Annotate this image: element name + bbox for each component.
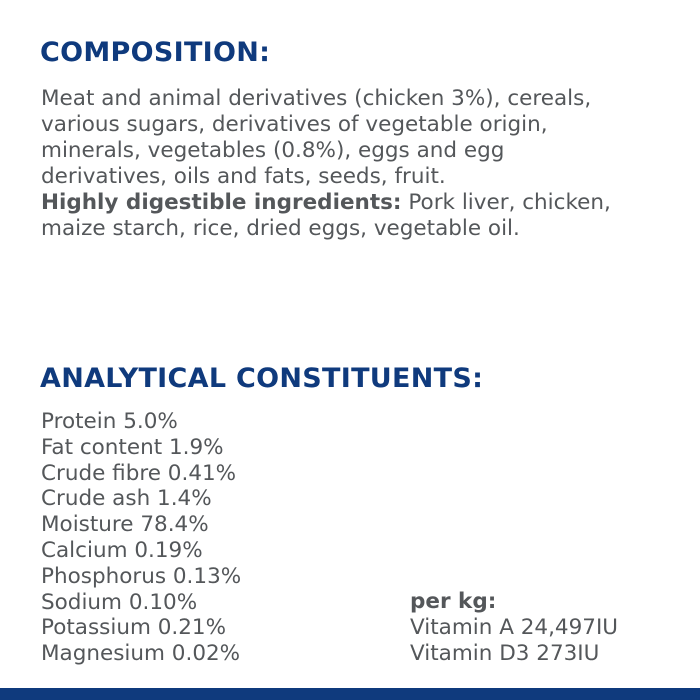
constituent-item: Sodium 0.10% <box>41 589 198 615</box>
composition-line: minerals, vegetables (0.8%), eggs and egg <box>41 138 505 163</box>
composition-line: various sugars, derivatives of vegetable origin, <box>41 112 548 137</box>
analytical-constituents-heading: ANALYTICAL CONSTITUENTS: <box>40 363 484 394</box>
composition-line: derivatives, oils and fats, seeds, fruit. <box>41 164 446 189</box>
constituent-item: Moisture 78.4% <box>41 512 209 538</box>
constituent-item: Fat content 1.9% <box>41 434 224 460</box>
constituent-item: Phosphorus 0.13% <box>41 563 242 589</box>
composition-line: Meat and animal derivatives (chicken 3%), cereals, <box>41 86 592 111</box>
constituent-item: Magnesium 0.02% <box>41 641 241 667</box>
per-kg-section <box>410 589 618 666</box>
analytical-constituents-list <box>41 409 241 667</box>
digestible-ingredients-text: Pork liver, chicken, <box>401 190 611 215</box>
bottom-brand-bar <box>0 688 700 700</box>
composition-heading: COMPOSITION: <box>40 37 271 68</box>
constituent-item: Calcium 0.19% <box>41 537 203 563</box>
per-kg-label: per kg: <box>410 589 497 614</box>
constituent-item: Protein 5.0% <box>41 409 178 434</box>
vitamin-item: Vitamin D3 273IU <box>410 640 600 666</box>
vitamin-item: Vitamin A 24,497IU <box>410 614 619 640</box>
constituent-item: Crude fibre 0.41% <box>41 460 237 486</box>
constituent-item: Crude ash 1.4% <box>41 486 212 512</box>
digestible-ingredients-text-continued: maize starch, rice, dried eggs, vegetable oil. <box>41 216 520 241</box>
digestible-ingredients-label: Highly digestible ingredients: <box>41 190 402 215</box>
digestible-ingredients-line <box>41 190 681 216</box>
composition-text <box>41 86 681 242</box>
constituent-item: Potassium 0.21% <box>41 615 227 641</box>
